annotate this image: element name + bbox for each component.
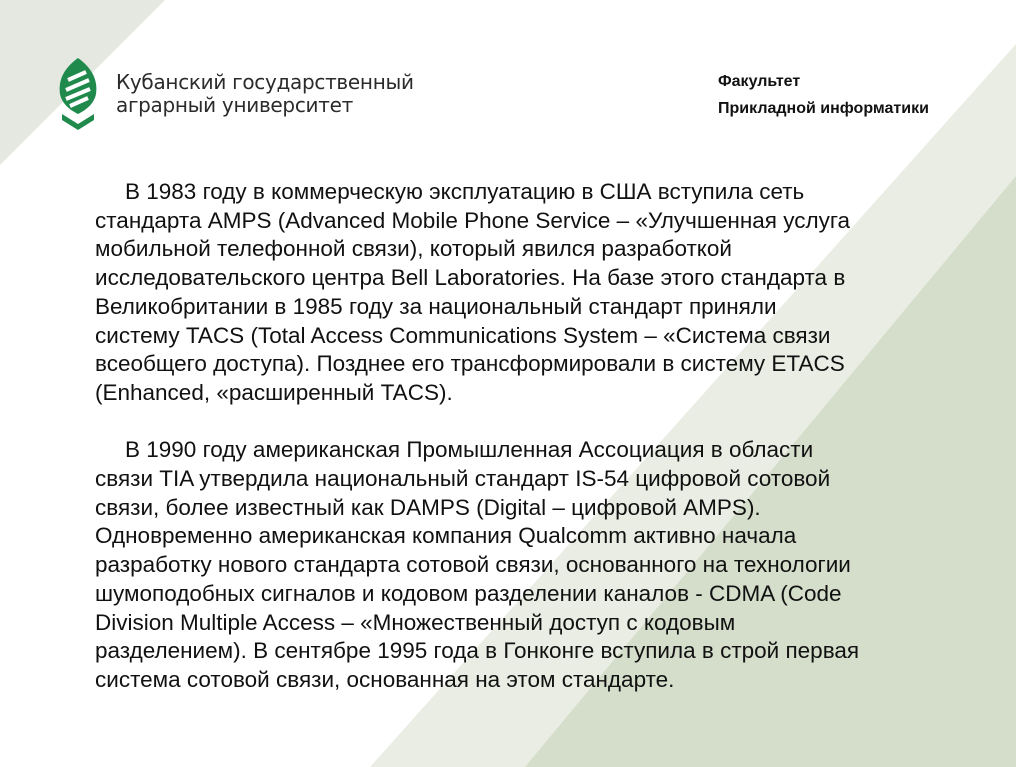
text-line: связи, более известный как DAMPS (Digital – цифровой AMPS). xyxy=(95,494,761,520)
text-line: Одновременно американская компания Qualcomm активно начала xyxy=(95,523,797,549)
text-line: система сотовой связи, основанная на этом стандарте. xyxy=(95,666,675,692)
logo-line-1: Кубанский государственный xyxy=(116,70,414,94)
text-line: исследовательского центра Bell Laboratories. На базе этого стандарта в xyxy=(95,265,846,291)
text-line: шумоподобных сигналов и кодовом разделении каналов - CDMA (Code xyxy=(95,580,842,606)
text-line: (Enhanced, «расширенный TACS). xyxy=(95,379,453,405)
text-line: разработку нового стандарта сотовой связи, основанного на технологии xyxy=(95,552,851,578)
text-line: мобильной телефонной связи), который явился разработкой xyxy=(95,236,732,262)
text-line: связи TIA утвердила национальный стандарт IS-54 цифровой сотовой xyxy=(95,466,831,492)
paragraph-2 xyxy=(95,436,859,694)
text-line: Division Multiple Access – «Множественный доступ с кодовым xyxy=(95,609,736,635)
text-line: В 1983 году в коммерческую эксплуатацию в США вступила сеть xyxy=(125,179,805,204)
logo-line-2: аграрный университет xyxy=(116,93,353,117)
faculty-line-1: Факультет xyxy=(718,73,801,90)
faculty-heading xyxy=(718,68,929,122)
text-line: Великобритании в 1985 году за национальный стандарт приняли xyxy=(95,293,777,319)
paragraph-1 xyxy=(95,178,859,408)
text-line: разделением). В сентябре 1995 года в Гонконге вступила в строй первая xyxy=(95,638,860,664)
faculty-line-2: Прикладной информатики xyxy=(718,100,929,117)
slide-body-text xyxy=(95,178,859,723)
text-line: всеобщего доступа). Позднее его трансформировали в систему ETACS xyxy=(95,351,845,377)
university-logo xyxy=(58,58,414,130)
text-line: систему TACS (Total Access Communications System – «Система связи xyxy=(95,322,831,348)
text-line: В 1990 году американская Промышленная Ассоциация в области xyxy=(125,437,814,463)
leaf-logo-icon xyxy=(58,58,98,130)
text-line: стандарта AMPS (Advanced Mobile Phone Service – «Улучшенная услуга xyxy=(95,207,851,233)
